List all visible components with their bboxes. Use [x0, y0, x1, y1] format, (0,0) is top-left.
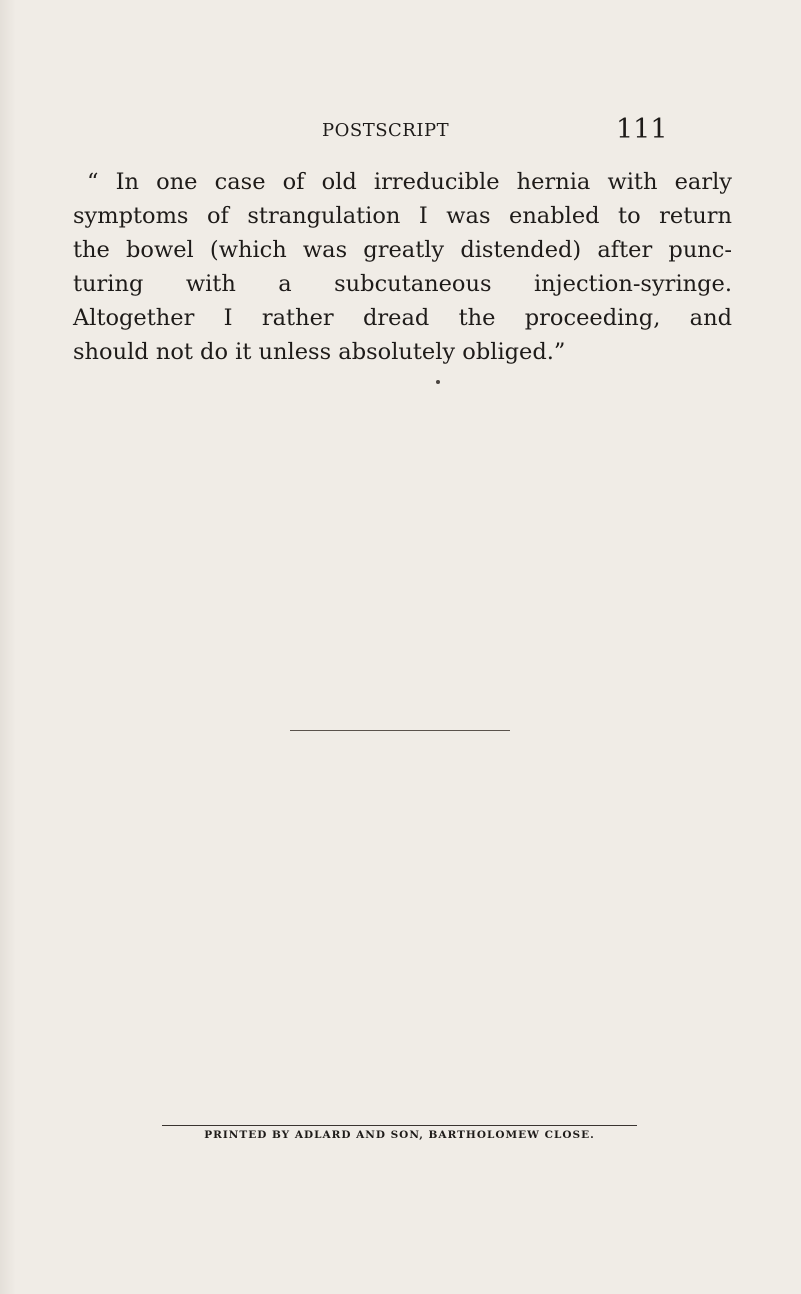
running-head [0, 116, 801, 146]
text-line: “ In one case of old irreducible hernia with early [87, 169, 732, 195]
text-line: should not do it unless absolutely obliged.” [73, 339, 566, 365]
end-rule [290, 730, 510, 731]
running-title: POSTSCRIPT [322, 120, 450, 141]
text-line: symptoms of strangulation I was enabled to return [73, 203, 732, 229]
printer-imprint: PRINTED BY ADLARD AND SON, BARTHOLOMEW CLOSE. [204, 1129, 595, 1141]
ink-dot [436, 380, 440, 384]
page-number: 111 [616, 114, 668, 145]
text-line: turing with a subcutaneous injection-syringe. [73, 271, 732, 297]
text-line: the bowel (which was greatly distended) after punc- [73, 237, 732, 263]
text-line: Altogether I rather dread the proceeding, and [73, 305, 732, 331]
body-paragraph [73, 165, 732, 369]
imprint-rule [162, 1125, 637, 1126]
